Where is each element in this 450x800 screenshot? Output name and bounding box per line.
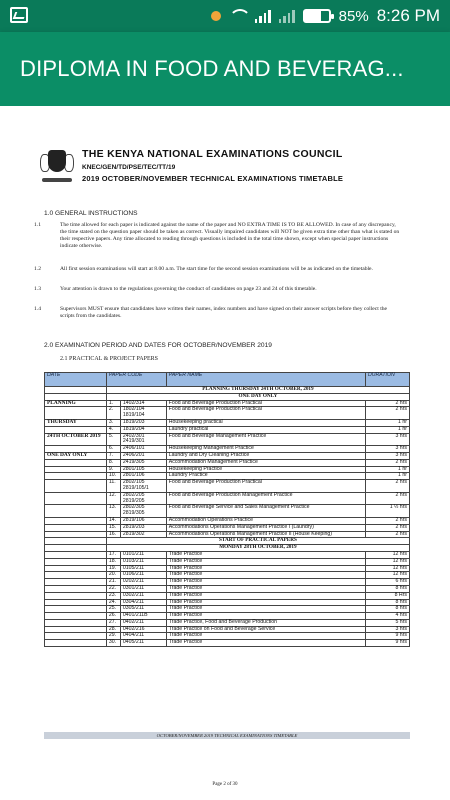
column-header-name: PAPER NAME [166,373,365,387]
paper-code: 0301/211 [120,585,166,592]
paper-code: 1402/314 [120,400,166,407]
duration: 5 hrs [366,619,410,626]
date-cell [45,505,107,518]
row-number: 28. [106,626,120,633]
instruction-text: Your attention is drawn to the regulations governing the conduct of candidates on page 23 and 24 of this timetable. [60,286,317,292]
paper-code: 1819/203 [120,419,166,426]
duration: 3 hrs [366,446,410,453]
paper-name: Trade Practice [166,613,365,620]
row-number: 1. [106,400,120,407]
duration: 1 hr [366,419,410,426]
row-number: 20. [106,572,120,579]
instruction-text: Supervisors MUST ensure that candidates have written their names, index numbers and have signed on their answer scripts before they collect the scripts from the candidates. [60,306,388,319]
table-row [45,419,410,426]
paper-name: Accommodations Operations Management Practice I (Laundry) [166,524,365,531]
date-cell [45,524,107,531]
date-cell [45,592,107,599]
row-number: 21. [106,579,120,586]
duration: 9 hrs [366,633,410,640]
paper-name: Trade Practice [166,579,365,586]
row-number: 8. [106,459,120,466]
paper-name: Trade Practice [166,585,365,592]
date-cell [45,538,107,545]
table-row [45,551,410,558]
paper-name: Food and Beverage Production Practical [166,480,365,493]
date-cell [45,626,107,633]
instruction-item [34,266,400,273]
paper-code: 1819/204 [120,426,166,433]
timetable-table [44,372,410,647]
paper-code: 2406/201 [120,452,166,459]
duration: 12 hrs [366,572,410,579]
paper-name: Housekeeping Management Practice [166,446,365,453]
date-cell [45,492,107,505]
row-number: 24. [106,599,120,606]
timetable-title: 2019 OCTOBER/NOVEMBER TECHNICAL EXAMINATIONS TIMETABLE [82,174,344,183]
paper-name: Laundry and Dry Cleaning Practice [166,452,365,459]
duration: 3 hrs [366,433,410,446]
paper-name: Accommodations Operations Management Practice II (House Keeping) [166,531,365,538]
paper-code: 2802/105 2819/105/1 [120,480,166,493]
duration: 3 hrs [366,626,410,633]
kenya-coat-of-arms-icon [40,146,74,182]
date-cell [45,619,107,626]
duration: 1 hr [366,466,410,473]
paper-name: Trade Practice [166,558,365,565]
paper-code: 0103/211 [120,558,166,565]
table-row [45,433,410,446]
row-number: 10. [106,473,120,480]
table-row [45,558,410,565]
instruction-item [34,286,400,293]
table-row [45,459,410,466]
row-number: 2. [106,407,120,420]
duration: 2 hrs [366,517,410,524]
pdf-page[interactable] [0,106,450,800]
date-cell [45,606,107,613]
duration: 2 hrs [366,400,410,407]
battery-icon [303,9,331,23]
duration: 1 hr [366,473,410,480]
paper-code: 0106/211 [120,572,166,579]
duration: 2 hrs [366,480,410,493]
instruction-item [34,222,400,250]
table-row [45,492,410,505]
paper-name: Trade Practice on Food and Beverage Service [166,626,365,633]
section-heading: 1.0 GENERAL INSTRUCTIONS [44,210,138,217]
duration: 9 hrs [366,640,410,647]
date-cell [45,473,107,480]
banner-text: ONE DAY ONLY [106,393,409,400]
paper-code: 0304/211 [120,599,166,606]
paper-name: Trade Practice [166,606,365,613]
document-title: DIPLOMA IN FOOD AND BEVERAG... [20,56,404,81]
table-row [45,572,410,579]
date-cell [45,572,107,579]
row-number: 3. [106,419,120,426]
paper-name: Housekeeping practical [166,419,365,426]
paper-name: Food and Beverage Management Practice [166,433,365,446]
document-header [40,146,343,183]
paper-code: 0105/211 [120,565,166,572]
table-row [45,592,410,599]
duration: 12 hrs [366,551,410,558]
table-row [45,585,410,592]
image-notification-icon [10,7,28,23]
paper-code: 2402/301 2419/301 [120,433,166,446]
date-cell [45,633,107,640]
paper-code: 2802/305 2819/305 [120,505,166,518]
table-row [45,640,410,647]
table-banner-row [45,545,410,552]
row-number: 7. [106,452,120,459]
duration: 8 hrs [366,585,410,592]
battery-percent: 85% [338,7,369,25]
date-cell [45,387,107,394]
notification-dot-icon [211,11,221,21]
table-banner-row [45,387,410,394]
paper-code: 0305/211 [120,606,166,613]
row-number: 14. [106,517,120,524]
instruction-number: 1.1 [34,222,41,228]
date-cell [45,480,107,493]
row-number: 18. [106,558,120,565]
duration: 3 hrs [366,452,410,459]
banner-text: MONDAY 28TH OCTOBER, 2019 [106,545,409,552]
section-heading: 2.0 EXAMINATION PERIOD AND DATES FOR OCTOBER/NOVEMBER 2019 [44,342,272,349]
signal-weak-icon [279,9,295,23]
paper-name: Accommodation Operations Practice [166,517,365,524]
council-name: THE KENYA NATIONAL EXAMINATIONS COUNCIL [82,148,343,160]
paper-name: Trade Practice [166,565,365,572]
column-header-code: PAPER CODE [106,373,166,387]
date-cell [45,551,107,558]
row-number: 26. [106,613,120,620]
paper-code: 2819/106 [120,517,166,524]
row-number: 11. [106,480,120,493]
date-cell [45,599,107,606]
footer-bar: OCTOBER/NOVEMBER 2019 TECHNICAL EXAMINATIONS TIMETABLE [44,732,410,739]
duration: 2 hrs [366,531,410,538]
paper-name: Trade Practice [166,633,365,640]
paper-code: 2801/105 [120,466,166,473]
instruction-number: 1.3 [34,286,41,292]
paper-name: Food and Beverage Production Management Practice [166,492,365,505]
date-cell [45,545,107,552]
instruction-text: All first session examinations will start at 8.00 a.m. The start time for the second session examinations will be as indicated on the timetable. [60,266,373,272]
duration: 4 hrs [366,613,410,620]
row-number: 29. [106,633,120,640]
date-cell: 24TH OCTOBER 2019 [45,433,107,446]
duration: 6 hrs [366,579,410,586]
paper-code: 0405/211 [120,640,166,647]
instruction-number: 1.2 [34,266,41,272]
duration: 1 hr [366,426,410,433]
paper-name: Trade Practice, Food and Beverage Production [166,619,365,626]
row-number: 17. [106,551,120,558]
paper-code: 2819/203 [120,524,166,531]
paper-code: 2801/106 [120,473,166,480]
duration: 2 hrs [366,407,410,420]
date-cell [45,565,107,572]
column-header-duration: DURATION [366,373,410,387]
date-cell [45,579,107,586]
page-number: Page 2 of 30 [212,782,238,787]
date-cell: PLANNING [45,400,107,407]
column-header-date: DATE [45,373,107,387]
row-number: 13. [106,505,120,518]
row-number: 23. [106,592,120,599]
table-row [45,505,410,518]
table-row [45,599,410,606]
date-cell: ONE DAY ONLY [45,452,107,459]
paper-name: Trade Practice [166,640,365,647]
instruction-text: The time allowed for each paper is indicated against the name of the paper and NO EXTRA TIME IS TO BE ALLOWED. In case of any discrepancy, the time stated on the question paper should be taken as correct. Visually impaired candidates will NOT be given extra time other than what is stated on their respective papers. Any time allocated to reading through questions is included in the total time shown, except when special paper instructions indicate otherwise. [60,222,400,249]
duration: 2 hrs [366,492,410,505]
paper-name: Accommodation Management Practice [166,459,365,466]
date-cell [45,640,107,647]
table-row [45,524,410,531]
date-cell: THURSDAY [45,419,107,426]
paper-name: Food and Beverage Production Practical [166,400,365,407]
table-row [45,633,410,640]
duration: 8 Hrs [366,592,410,599]
app-bar [0,32,450,106]
paper-code: 0101/211 [120,551,166,558]
row-number: 5. [106,433,120,446]
table-row [45,626,410,633]
paper-name: Trade Practice [166,572,365,579]
duration: 1 ½ hrs [366,505,410,518]
row-number: 27. [106,619,120,626]
signal-icon [255,9,271,23]
duration: 8 hrs [366,599,410,606]
duration: 2 hrs [366,459,410,466]
wifi-icon [229,9,247,23]
subsection-heading: 2.1 PRACTICAL & PROJECT PAPERS [60,356,158,362]
date-cell [45,613,107,620]
row-number: 9. [106,466,120,473]
table-row [45,407,410,420]
duration: 12 hrs [366,565,410,572]
table-row [45,606,410,613]
paper-code: 2406/101 [120,446,166,453]
paper-code: 0202/211 [120,579,166,586]
row-number: 6. [106,446,120,453]
paper-code: 0402/216 [120,626,166,633]
row-number: 4. [106,426,120,433]
table-header-row [45,373,410,387]
row-number: 12. [106,492,120,505]
row-number: 30. [106,640,120,647]
duration: 8 hrs [366,606,410,613]
date-cell [45,517,107,524]
table-row [45,480,410,493]
paper-name: Trade Practice [166,592,365,599]
banner-text: START OF PRACTICAL PAPERS [106,538,409,545]
paper-name: Food and Beverage Service and Sales Management Practice [166,505,365,518]
paper-code: 1802/104 1819/104 [120,407,166,420]
paper-code: 0402/211 [120,619,166,626]
row-number: 25. [106,606,120,613]
table-row [45,579,410,586]
date-cell [45,531,107,538]
paper-code: 0401/211B [120,613,166,620]
duration: 12 hrs [366,558,410,565]
paper-code: 2802/205 2819/205 [120,492,166,505]
paper-code: 0302/211 [120,592,166,599]
date-cell [45,459,107,466]
row-number: 15. [106,524,120,531]
instruction-item [34,306,400,320]
exam-code: KNEC/GEN/TD/PSE/TEC/TT/19 [82,164,176,171]
table-row [45,466,410,473]
paper-code: 0404/211 [120,633,166,640]
row-number: 19. [106,565,120,572]
status-bar [0,0,450,32]
paper-code: 2819/302 [120,531,166,538]
duration: 2 hrs [366,524,410,531]
row-number: 22. [106,585,120,592]
paper-name: Trade Practice [166,551,365,558]
date-cell [45,558,107,565]
banner-text: PLANNING THURSDAY 24TH OCTOBER, 2019 [106,387,409,394]
paper-name: Housekeeping Practice [166,466,365,473]
paper-name: Laundry Practice [166,473,365,480]
paper-name: Trade Practice [166,599,365,606]
instruction-number: 1.4 [34,306,41,312]
clock: 8:26 PM [376,6,440,25]
paper-name: Laundry practical [166,426,365,433]
row-number: 16. [106,531,120,538]
date-cell [45,407,107,420]
date-cell [45,585,107,592]
date-cell [45,466,107,473]
table-row [45,565,410,572]
paper-code: 2419/305 [120,459,166,466]
paper-name: Food and Beverage Production Practical [166,407,365,420]
